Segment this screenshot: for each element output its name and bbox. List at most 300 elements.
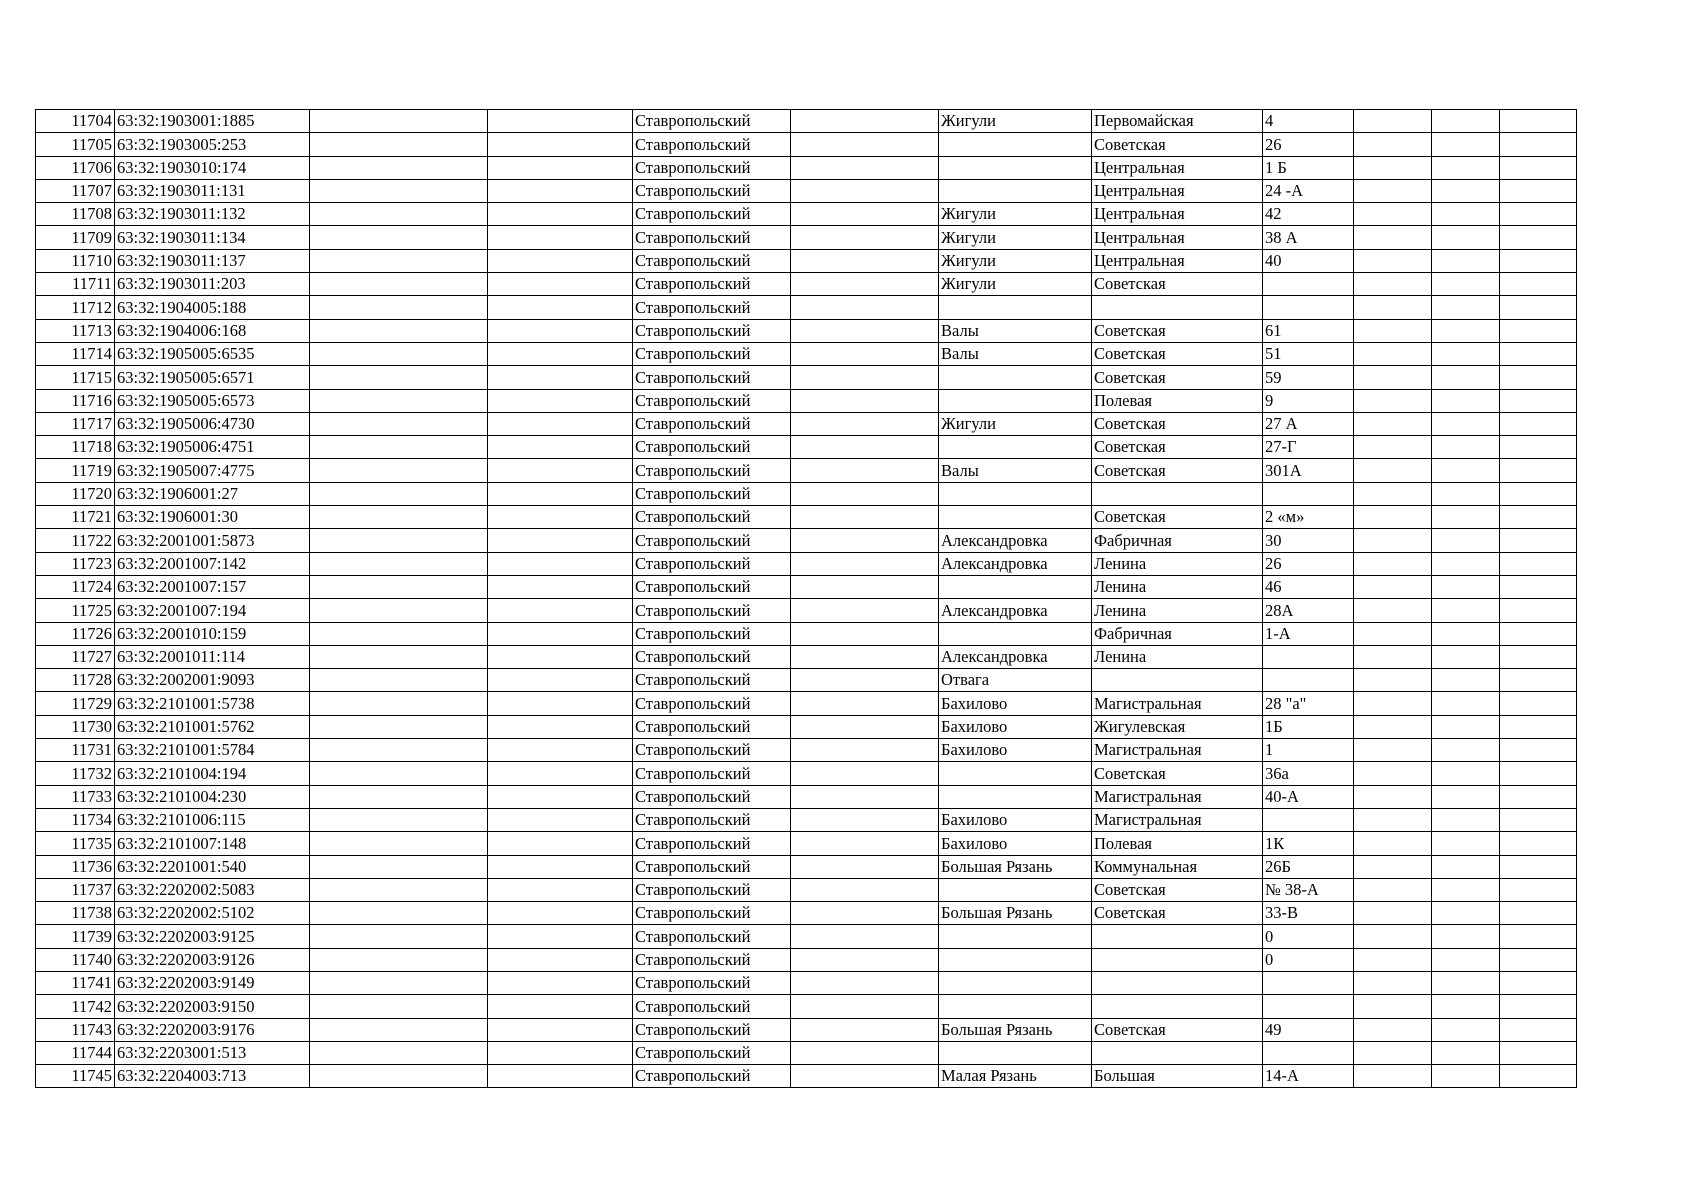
empty-cell-11 bbox=[1432, 855, 1500, 878]
street-cell bbox=[1092, 948, 1263, 971]
empty-cell-4 bbox=[488, 971, 633, 994]
empty-cell-6 bbox=[791, 948, 939, 971]
empty-cell-12 bbox=[1500, 785, 1577, 808]
empty-cell-4 bbox=[488, 156, 633, 179]
row-number-cell: 11729 bbox=[36, 692, 115, 715]
empty-cell-11 bbox=[1432, 342, 1500, 365]
empty-cell-3 bbox=[310, 319, 488, 342]
house-number-cell: 1 Б bbox=[1263, 156, 1354, 179]
empty-cell-10 bbox=[1354, 133, 1432, 156]
district-cell: Ставропольский bbox=[633, 319, 791, 342]
empty-cell-10 bbox=[1354, 995, 1432, 1018]
street-cell: Советская bbox=[1092, 459, 1263, 482]
empty-cell-11 bbox=[1432, 319, 1500, 342]
row-number-cell: 11721 bbox=[36, 506, 115, 529]
table-row bbox=[36, 1041, 1577, 1064]
empty-cell-12 bbox=[1500, 739, 1577, 762]
empty-cell-3 bbox=[310, 739, 488, 762]
table-row bbox=[36, 1065, 1577, 1088]
district-cell: Ставропольский bbox=[633, 529, 791, 552]
empty-cell-4 bbox=[488, 459, 633, 482]
empty-cell-4 bbox=[488, 878, 633, 901]
empty-cell-10 bbox=[1354, 948, 1432, 971]
row-number-cell: 11720 bbox=[36, 482, 115, 505]
settlement-cell: Большая Рязань bbox=[939, 855, 1092, 878]
street-cell: Ленина bbox=[1092, 645, 1263, 668]
empty-cell-11 bbox=[1432, 715, 1500, 738]
district-cell: Ставропольский bbox=[633, 110, 791, 133]
empty-cell-6 bbox=[791, 482, 939, 505]
empty-cell-11 bbox=[1432, 669, 1500, 692]
table-row bbox=[36, 739, 1577, 762]
data-table bbox=[35, 109, 1577, 1088]
empty-cell-6 bbox=[791, 762, 939, 785]
empty-cell-3 bbox=[310, 785, 488, 808]
street-cell bbox=[1092, 995, 1263, 1018]
empty-cell-12 bbox=[1500, 669, 1577, 692]
street-cell: Советская bbox=[1092, 366, 1263, 389]
empty-cell-12 bbox=[1500, 622, 1577, 645]
empty-cell-6 bbox=[791, 156, 939, 179]
empty-cell-3 bbox=[310, 971, 488, 994]
empty-cell-3 bbox=[310, 226, 488, 249]
house-number-cell bbox=[1263, 808, 1354, 831]
street-cell: Первомайская bbox=[1092, 110, 1263, 133]
empty-cell-11 bbox=[1432, 482, 1500, 505]
empty-cell-3 bbox=[310, 436, 488, 459]
empty-cell-11 bbox=[1432, 529, 1500, 552]
cadastral-number-cell: 63:32:2101001:5762 bbox=[115, 715, 310, 738]
empty-cell-10 bbox=[1354, 249, 1432, 272]
empty-cell-10 bbox=[1354, 203, 1432, 226]
street-cell: Советская bbox=[1092, 902, 1263, 925]
street-cell: Центральная bbox=[1092, 179, 1263, 202]
empty-cell-11 bbox=[1432, 203, 1500, 226]
district-cell: Ставропольский bbox=[633, 342, 791, 365]
district-cell: Ставропольский bbox=[633, 948, 791, 971]
district-cell: Ставропольский bbox=[633, 902, 791, 925]
cadastral-number-cell: 63:32:1905007:4775 bbox=[115, 459, 310, 482]
empty-cell-4 bbox=[488, 1041, 633, 1064]
cadastral-number-cell: 63:32:1903011:134 bbox=[115, 226, 310, 249]
table-row bbox=[36, 715, 1577, 738]
empty-cell-12 bbox=[1500, 971, 1577, 994]
district-cell: Ставропольский bbox=[633, 808, 791, 831]
row-number-cell: 11738 bbox=[36, 902, 115, 925]
empty-cell-10 bbox=[1354, 1018, 1432, 1041]
settlement-cell bbox=[939, 925, 1092, 948]
empty-cell-4 bbox=[488, 692, 633, 715]
house-number-cell bbox=[1263, 669, 1354, 692]
street-cell: Коммунальная bbox=[1092, 855, 1263, 878]
empty-cell-6 bbox=[791, 506, 939, 529]
district-cell: Ставропольский bbox=[633, 249, 791, 272]
row-number-cell: 11736 bbox=[36, 855, 115, 878]
settlement-cell bbox=[939, 622, 1092, 645]
cadastral-number-cell: 63:32:2001007:142 bbox=[115, 552, 310, 575]
row-number-cell: 11725 bbox=[36, 599, 115, 622]
house-number-cell bbox=[1263, 482, 1354, 505]
street-cell: Ленина bbox=[1092, 552, 1263, 575]
street-cell: Советская bbox=[1092, 1018, 1263, 1041]
district-cell: Ставропольский bbox=[633, 925, 791, 948]
settlement-cell bbox=[939, 948, 1092, 971]
street-cell: Советская bbox=[1092, 436, 1263, 459]
empty-cell-3 bbox=[310, 412, 488, 435]
empty-cell-6 bbox=[791, 342, 939, 365]
cadastral-number-cell: 63:32:2001010:159 bbox=[115, 622, 310, 645]
settlement-cell: Жигули bbox=[939, 203, 1092, 226]
empty-cell-4 bbox=[488, 832, 633, 855]
empty-cell-6 bbox=[791, 855, 939, 878]
settlement-cell bbox=[939, 436, 1092, 459]
empty-cell-3 bbox=[310, 552, 488, 575]
empty-cell-10 bbox=[1354, 389, 1432, 412]
street-cell: Магистральная bbox=[1092, 739, 1263, 762]
house-number-cell: 40 bbox=[1263, 249, 1354, 272]
table-row bbox=[36, 506, 1577, 529]
row-number-cell: 11714 bbox=[36, 342, 115, 365]
empty-cell-12 bbox=[1500, 156, 1577, 179]
empty-cell-10 bbox=[1354, 622, 1432, 645]
empty-cell-6 bbox=[791, 249, 939, 272]
empty-cell-10 bbox=[1354, 436, 1432, 459]
row-number-cell: 11744 bbox=[36, 1041, 115, 1064]
empty-cell-10 bbox=[1354, 342, 1432, 365]
settlement-cell: Большая Рязань bbox=[939, 902, 1092, 925]
empty-cell-11 bbox=[1432, 296, 1500, 319]
empty-cell-3 bbox=[310, 529, 488, 552]
empty-cell-3 bbox=[310, 832, 488, 855]
empty-cell-6 bbox=[791, 273, 939, 296]
empty-cell-6 bbox=[791, 878, 939, 901]
house-number-cell: 4 bbox=[1263, 110, 1354, 133]
empty-cell-3 bbox=[310, 645, 488, 668]
settlement-cell bbox=[939, 575, 1092, 598]
empty-cell-10 bbox=[1354, 599, 1432, 622]
table-row bbox=[36, 273, 1577, 296]
table-row bbox=[36, 808, 1577, 831]
district-cell: Ставропольский bbox=[633, 412, 791, 435]
settlement-cell bbox=[939, 995, 1092, 1018]
row-number-cell: 11704 bbox=[36, 110, 115, 133]
row-number-cell: 11707 bbox=[36, 179, 115, 202]
house-number-cell bbox=[1263, 273, 1354, 296]
empty-cell-6 bbox=[791, 808, 939, 831]
district-cell: Ставропольский bbox=[633, 203, 791, 226]
empty-cell-10 bbox=[1354, 692, 1432, 715]
district-cell: Ставропольский bbox=[633, 669, 791, 692]
cadastral-number-cell: 63:32:1903005:253 bbox=[115, 133, 310, 156]
empty-cell-6 bbox=[791, 599, 939, 622]
district-cell: Ставропольский bbox=[633, 552, 791, 575]
street-cell bbox=[1092, 925, 1263, 948]
empty-cell-6 bbox=[791, 1065, 939, 1088]
empty-cell-12 bbox=[1500, 482, 1577, 505]
house-number-cell: 24 -А bbox=[1263, 179, 1354, 202]
street-cell: Советская bbox=[1092, 412, 1263, 435]
cadastral-number-cell: 63:32:2202003:9150 bbox=[115, 995, 310, 1018]
empty-cell-4 bbox=[488, 319, 633, 342]
empty-cell-10 bbox=[1354, 552, 1432, 575]
empty-cell-10 bbox=[1354, 110, 1432, 133]
empty-cell-10 bbox=[1354, 855, 1432, 878]
table-row bbox=[36, 203, 1577, 226]
empty-cell-12 bbox=[1500, 902, 1577, 925]
table-row bbox=[36, 342, 1577, 365]
table-row bbox=[36, 412, 1577, 435]
empty-cell-6 bbox=[791, 459, 939, 482]
house-number-cell: 42 bbox=[1263, 203, 1354, 226]
house-number-cell: 1К bbox=[1263, 832, 1354, 855]
empty-cell-11 bbox=[1432, 948, 1500, 971]
cadastral-number-cell: 63:32:2202003:9125 bbox=[115, 925, 310, 948]
cadastral-number-cell: 63:32:2001011:114 bbox=[115, 645, 310, 668]
district-cell: Ставропольский bbox=[633, 506, 791, 529]
cadastral-number-cell: 63:32:2001001:5873 bbox=[115, 529, 310, 552]
empty-cell-4 bbox=[488, 552, 633, 575]
cadastral-number-cell: 63:32:1905005:6535 bbox=[115, 342, 310, 365]
empty-cell-4 bbox=[488, 948, 633, 971]
empty-cell-3 bbox=[310, 110, 488, 133]
empty-cell-4 bbox=[488, 902, 633, 925]
empty-cell-3 bbox=[310, 1041, 488, 1064]
cadastral-number-cell: 63:32:2101001:5784 bbox=[115, 739, 310, 762]
table-row bbox=[36, 692, 1577, 715]
empty-cell-3 bbox=[310, 902, 488, 925]
empty-cell-4 bbox=[488, 482, 633, 505]
cadastral-number-cell: 63:32:1903011:203 bbox=[115, 273, 310, 296]
empty-cell-11 bbox=[1432, 645, 1500, 668]
table-row bbox=[36, 902, 1577, 925]
empty-cell-11 bbox=[1432, 832, 1500, 855]
empty-cell-12 bbox=[1500, 552, 1577, 575]
empty-cell-4 bbox=[488, 273, 633, 296]
empty-cell-6 bbox=[791, 971, 939, 994]
empty-cell-6 bbox=[791, 575, 939, 598]
empty-cell-4 bbox=[488, 645, 633, 668]
empty-cell-4 bbox=[488, 599, 633, 622]
street-cell: Фабричная bbox=[1092, 622, 1263, 645]
table-row bbox=[36, 575, 1577, 598]
cadastral-number-cell: 63:32:2101006:115 bbox=[115, 808, 310, 831]
empty-cell-3 bbox=[310, 249, 488, 272]
empty-cell-10 bbox=[1354, 669, 1432, 692]
district-cell: Ставропольский bbox=[633, 296, 791, 319]
empty-cell-6 bbox=[791, 739, 939, 762]
empty-cell-10 bbox=[1354, 925, 1432, 948]
cadastral-number-cell: 63:32:2202003:9126 bbox=[115, 948, 310, 971]
empty-cell-6 bbox=[791, 436, 939, 459]
table-row bbox=[36, 971, 1577, 994]
empty-cell-10 bbox=[1354, 971, 1432, 994]
street-cell: Центральная bbox=[1092, 203, 1263, 226]
table-row bbox=[36, 529, 1577, 552]
cadastral-number-cell: 63:32:1903010:174 bbox=[115, 156, 310, 179]
settlement-cell bbox=[939, 1041, 1092, 1064]
street-cell: Полевая bbox=[1092, 389, 1263, 412]
empty-cell-4 bbox=[488, 762, 633, 785]
empty-cell-12 bbox=[1500, 179, 1577, 202]
empty-cell-12 bbox=[1500, 832, 1577, 855]
settlement-cell: Валы bbox=[939, 319, 1092, 342]
district-cell: Ставропольский bbox=[633, 1018, 791, 1041]
district-cell: Ставропольский bbox=[633, 739, 791, 762]
cadastral-number-cell: 63:32:1905005:6573 bbox=[115, 389, 310, 412]
house-number-cell bbox=[1263, 995, 1354, 1018]
row-number-cell: 11735 bbox=[36, 832, 115, 855]
empty-cell-3 bbox=[310, 1065, 488, 1088]
empty-cell-11 bbox=[1432, 389, 1500, 412]
street-cell: Советская bbox=[1092, 878, 1263, 901]
street-cell bbox=[1092, 971, 1263, 994]
empty-cell-10 bbox=[1354, 1065, 1432, 1088]
empty-cell-4 bbox=[488, 249, 633, 272]
empty-cell-12 bbox=[1500, 1018, 1577, 1041]
empty-cell-4 bbox=[488, 412, 633, 435]
cadastral-number-cell: 63:32:1905006:4751 bbox=[115, 436, 310, 459]
settlement-cell: Малая Рязань bbox=[939, 1065, 1092, 1088]
settlement-cell: Александровка bbox=[939, 529, 1092, 552]
empty-cell-10 bbox=[1354, 902, 1432, 925]
settlement-cell: Бахилово bbox=[939, 692, 1092, 715]
empty-cell-11 bbox=[1432, 739, 1500, 762]
empty-cell-11 bbox=[1432, 971, 1500, 994]
empty-cell-4 bbox=[488, 739, 633, 762]
house-number-cell: 1-А bbox=[1263, 622, 1354, 645]
empty-cell-6 bbox=[791, 995, 939, 1018]
row-number-cell: 11737 bbox=[36, 878, 115, 901]
district-cell: Ставропольский bbox=[633, 179, 791, 202]
cadastral-number-cell: 63:32:2001007:194 bbox=[115, 599, 310, 622]
empty-cell-10 bbox=[1354, 529, 1432, 552]
row-number-cell: 11713 bbox=[36, 319, 115, 342]
street-cell: Советская bbox=[1092, 342, 1263, 365]
street-cell: Советская bbox=[1092, 506, 1263, 529]
empty-cell-11 bbox=[1432, 552, 1500, 575]
empty-cell-11 bbox=[1432, 366, 1500, 389]
street-cell bbox=[1092, 1041, 1263, 1064]
empty-cell-3 bbox=[310, 156, 488, 179]
district-cell: Ставропольский bbox=[633, 855, 791, 878]
empty-cell-3 bbox=[310, 692, 488, 715]
cadastral-number-cell: 63:32:2202003:9149 bbox=[115, 971, 310, 994]
empty-cell-3 bbox=[310, 273, 488, 296]
empty-cell-10 bbox=[1354, 645, 1432, 668]
row-number-cell: 11724 bbox=[36, 575, 115, 598]
district-cell: Ставропольский bbox=[633, 575, 791, 598]
empty-cell-10 bbox=[1354, 808, 1432, 831]
empty-cell-11 bbox=[1432, 273, 1500, 296]
street-cell: Магистральная bbox=[1092, 692, 1263, 715]
street-cell: Жигулевская bbox=[1092, 715, 1263, 738]
empty-cell-6 bbox=[791, 669, 939, 692]
cadastral-number-cell: 63:32:1903011:137 bbox=[115, 249, 310, 272]
empty-cell-3 bbox=[310, 762, 488, 785]
cadastral-number-cell: 63:32:1905005:6571 bbox=[115, 366, 310, 389]
settlement-cell bbox=[939, 296, 1092, 319]
empty-cell-12 bbox=[1500, 226, 1577, 249]
cadastral-number-cell: 63:32:2202002:5102 bbox=[115, 902, 310, 925]
empty-cell-6 bbox=[791, 622, 939, 645]
empty-cell-11 bbox=[1432, 412, 1500, 435]
empty-cell-11 bbox=[1432, 762, 1500, 785]
empty-cell-3 bbox=[310, 482, 488, 505]
empty-cell-10 bbox=[1354, 832, 1432, 855]
table-row bbox=[36, 925, 1577, 948]
district-cell: Ставропольский bbox=[633, 1041, 791, 1064]
empty-cell-12 bbox=[1500, 599, 1577, 622]
empty-cell-12 bbox=[1500, 342, 1577, 365]
district-cell: Ставропольский bbox=[633, 273, 791, 296]
district-cell: Ставропольский bbox=[633, 436, 791, 459]
row-number-cell: 11712 bbox=[36, 296, 115, 319]
row-number-cell: 11717 bbox=[36, 412, 115, 435]
table-row bbox=[36, 179, 1577, 202]
empty-cell-4 bbox=[488, 226, 633, 249]
district-cell: Ставропольский bbox=[633, 366, 791, 389]
settlement-cell: Жигули bbox=[939, 412, 1092, 435]
row-number-cell: 11726 bbox=[36, 622, 115, 645]
street-cell: Полевая bbox=[1092, 832, 1263, 855]
cadastral-number-cell: 63:32:1904005:188 bbox=[115, 296, 310, 319]
row-number-cell: 11718 bbox=[36, 436, 115, 459]
street-cell: Ленина bbox=[1092, 599, 1263, 622]
cadastral-number-cell: 63:32:2002001:9093 bbox=[115, 669, 310, 692]
settlement-cell: Александровка bbox=[939, 599, 1092, 622]
empty-cell-11 bbox=[1432, 1018, 1500, 1041]
settlement-cell: Валы bbox=[939, 459, 1092, 482]
empty-cell-12 bbox=[1500, 506, 1577, 529]
cadastral-number-cell: 63:32:1903001:1885 bbox=[115, 110, 310, 133]
table-row bbox=[36, 645, 1577, 668]
empty-cell-11 bbox=[1432, 575, 1500, 598]
settlement-cell: Александровка bbox=[939, 552, 1092, 575]
cadastral-number-cell: 63:32:2101001:5738 bbox=[115, 692, 310, 715]
empty-cell-12 bbox=[1500, 110, 1577, 133]
table-row bbox=[36, 832, 1577, 855]
empty-cell-12 bbox=[1500, 529, 1577, 552]
empty-cell-3 bbox=[310, 459, 488, 482]
empty-cell-12 bbox=[1500, 645, 1577, 668]
empty-cell-12 bbox=[1500, 203, 1577, 226]
empty-cell-12 bbox=[1500, 948, 1577, 971]
empty-cell-11 bbox=[1432, 436, 1500, 459]
empty-cell-3 bbox=[310, 389, 488, 412]
empty-cell-12 bbox=[1500, 459, 1577, 482]
empty-cell-4 bbox=[488, 715, 633, 738]
empty-cell-10 bbox=[1354, 506, 1432, 529]
house-number-cell: 1 bbox=[1263, 739, 1354, 762]
empty-cell-10 bbox=[1354, 412, 1432, 435]
empty-cell-4 bbox=[488, 436, 633, 459]
house-number-cell: 27-Г bbox=[1263, 436, 1354, 459]
settlement-cell bbox=[939, 506, 1092, 529]
street-cell: Центральная bbox=[1092, 156, 1263, 179]
house-number-cell bbox=[1263, 645, 1354, 668]
settlement-cell: Бахилово bbox=[939, 715, 1092, 738]
settlement-cell: Бахилово bbox=[939, 832, 1092, 855]
district-cell: Ставропольский bbox=[633, 995, 791, 1018]
empty-cell-4 bbox=[488, 389, 633, 412]
empty-cell-12 bbox=[1500, 133, 1577, 156]
empty-cell-6 bbox=[791, 645, 939, 668]
settlement-cell bbox=[939, 878, 1092, 901]
district-cell: Ставропольский bbox=[633, 971, 791, 994]
settlement-cell: Бахилово bbox=[939, 808, 1092, 831]
table-row bbox=[36, 226, 1577, 249]
empty-cell-4 bbox=[488, 179, 633, 202]
